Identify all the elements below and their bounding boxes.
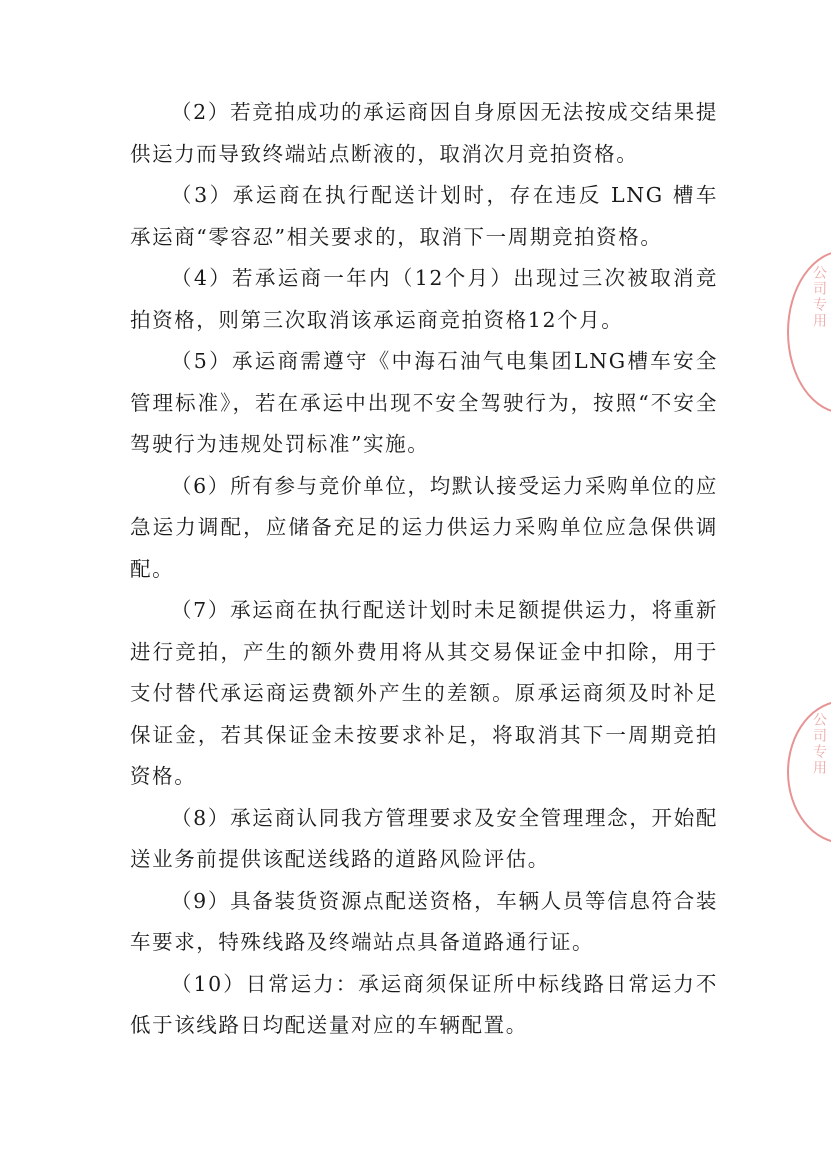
seal-stamp-top-text: 公司专用	[811, 265, 827, 329]
paragraph-item-7: （7）承运商在执行配送计划时未足额提供运力，将重新进行竞拍，产生的额外费用将从其交易保证金中扣除，用于支付替代承运商运费额外产生的差额。原承运商须及时补足保证金，若其保证金未按要求补足，将取消其下一周期竞拍资格。	[130, 598, 718, 788]
paragraph-item-8: （8）承运商认同我方管理要求及安全管理理念，开始配送业务前提供该配送线路的道路风险评估。	[130, 805, 718, 871]
paragraph-item-9: （9）具备装货资源点配送资格，车辆人员等信息符合装车要求，特殊线路及终端站点具备道路通行证。	[130, 888, 718, 954]
paragraph-item-2: （2）若竞拍成功的承运商因自身原因无法按成交结果提供运力而导致终端站点断液的，取消次月竞拍资格。	[130, 100, 718, 166]
paragraph-item-3: （3）承运商在执行配送计划时，存在违反 LNG 槽车承运商“零容忍”相关要求的，取消下一周期竞拍资格。	[130, 183, 718, 249]
document-body	[130, 92, 718, 1047]
paragraph-item-10: （10）日常运力：承运商须保证所中标线路日常运力不低于该线路日均配送量对应的车辆配置。	[130, 971, 718, 1037]
paragraph-item-6: （6）所有参与竞价单位，均默认接受运力采购单位的应急运力调配，应储备充足的运力供运力采购单位应急保供调配。	[130, 473, 718, 581]
seal-stamp-bottom-text: 公司专用	[811, 712, 827, 776]
paragraph-item-4: （4）若承运商一年内（12个月）出现过三次被取消竞拍资格，则第三次取消该承运商竞拍资格12个月。	[130, 266, 718, 332]
paragraph-item-5: （5）承运商需遵守《中海石油气电集团LNG槽车安全管理标准》，若在承运中出现不安全驾驶行为，按照“不安全驾驶行为违规处罚标准”实施。	[130, 349, 718, 456]
